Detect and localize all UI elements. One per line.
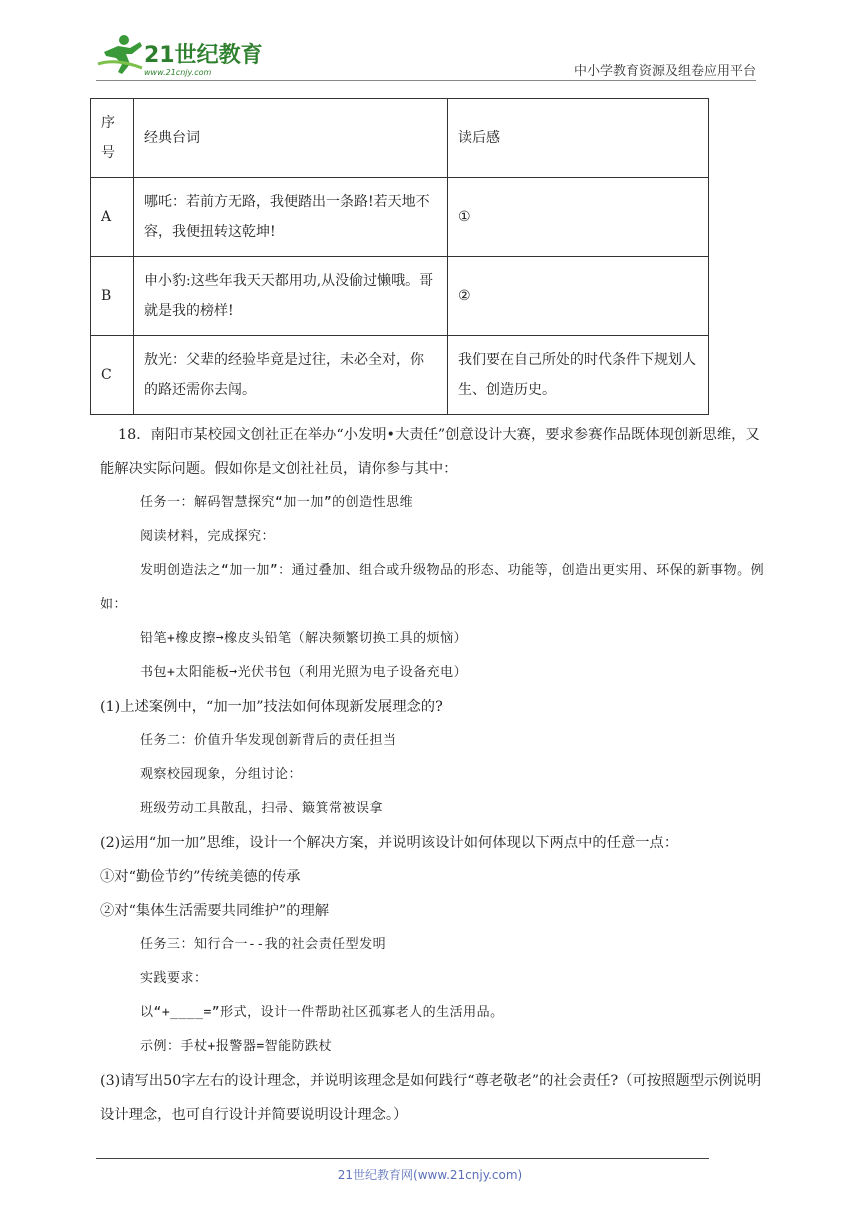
page-header xyxy=(96,30,756,82)
header-cell-feeling: 读后感 xyxy=(448,99,709,178)
header-divider xyxy=(96,80,756,81)
platform-name: 中小学教育资源及组卷应用平台 xyxy=(573,64,756,79)
task2-phenomenon: 班级劳动工具散乱，扫帚、簸箕常被误拿 xyxy=(140,801,384,816)
sub-question-1: (1)上述案例中，“加一加”技法如何体现新发展理念的? xyxy=(100,699,443,715)
table-row xyxy=(91,336,709,415)
row-num: C xyxy=(91,336,134,415)
header-cell-line: 经典台词 xyxy=(134,99,448,178)
table-row xyxy=(91,178,709,257)
footer-divider xyxy=(96,1158,709,1159)
example-2: 书包+太阳能板➞光伏书包（利用光照为电子设备充电） xyxy=(140,665,468,680)
row-num: A xyxy=(91,178,134,257)
question-18 xyxy=(100,418,766,1132)
logo-main: 21世纪教育 xyxy=(144,43,263,68)
example-1: 铅笔+橡皮擦➞橡皮头铅笔（解决频繁切换工具的烦恼） xyxy=(140,631,468,646)
row-feeling: ① xyxy=(448,178,709,257)
row-num: B xyxy=(91,257,134,336)
task3-requirement: 实践要求： xyxy=(140,971,208,986)
point-1: ①对“勤俭节约”传统美德的传承 xyxy=(100,869,301,885)
table-row xyxy=(91,257,709,336)
task1-material: 发明创造法之“加一加”：通过叠加、组合或升级物品的形态、功能等，创造出更实用、环保的新事物。例如： xyxy=(100,563,765,612)
task2-title: 任务二：价值升华发现创新背后的责任担当 xyxy=(140,733,397,748)
task3-form: 以“+____=”形式，设计一件帮助社区孤寡老人的生活用品。 xyxy=(140,1005,504,1020)
site-logo xyxy=(96,30,266,80)
quote-table xyxy=(90,98,709,415)
task1-read: 阅读材料，完成探究： xyxy=(140,529,276,544)
row-line: 敖光：父辈的经验毕竟是过往，未必全对，你的路还需你去闯。 xyxy=(134,336,448,415)
task1-title: 任务一：解码智慧探究“加一加”的创造性思维 xyxy=(140,495,414,510)
point-2: ②对“集体生活需要共同维护”的理解 xyxy=(100,903,330,919)
sub-question-3: (3)请写出50字左右的设计理念，并说明该理念是如何践行“尊老敬老”的社会责任?（可按照题型示例说明设计理念，也可自行设计并简要说明设计理念。） xyxy=(100,1073,762,1123)
row-line: 哪吒：若前方无路，我便踏出一条路!若天地不容，我便扭转这乾坤! xyxy=(134,178,448,257)
sub-question-2: (2)运用“加一加”思维，设计一个解决方案，并说明该设计如何体现以下两点中的任意一点： xyxy=(100,835,679,851)
task3-example: 示例：手杖+报警器=智能防跌杖 xyxy=(140,1039,333,1054)
header-cell-num: 序号 xyxy=(91,99,134,178)
row-feeling: ② xyxy=(448,257,709,336)
row-feeling: 我们要在自己所处的时代条件下规划人生、创造历史。 xyxy=(448,336,709,415)
logo-url: www.21cnjy.com xyxy=(144,68,212,77)
table-header-row xyxy=(91,99,709,178)
row-line: 申小豹:这些年我天天都用功,从没偷过懒哦。哥就是我的榜样! xyxy=(134,257,448,336)
footer-text: 21世纪教育网(www.21cnjy.com) xyxy=(337,1168,523,1182)
question-intro: 18．南阳市某校园文创社正在举办“小发明•大责任”创意设计大赛，要求参赛作品既体现创新思维，又能解决实际问题。假如你是文创社社员，请你参与其中： xyxy=(100,427,760,477)
task3-title: 任务三：知行合一--我的社会责任型发明 xyxy=(140,937,387,952)
task2-observe: 观察校园现象，分组讨论： xyxy=(140,767,303,782)
